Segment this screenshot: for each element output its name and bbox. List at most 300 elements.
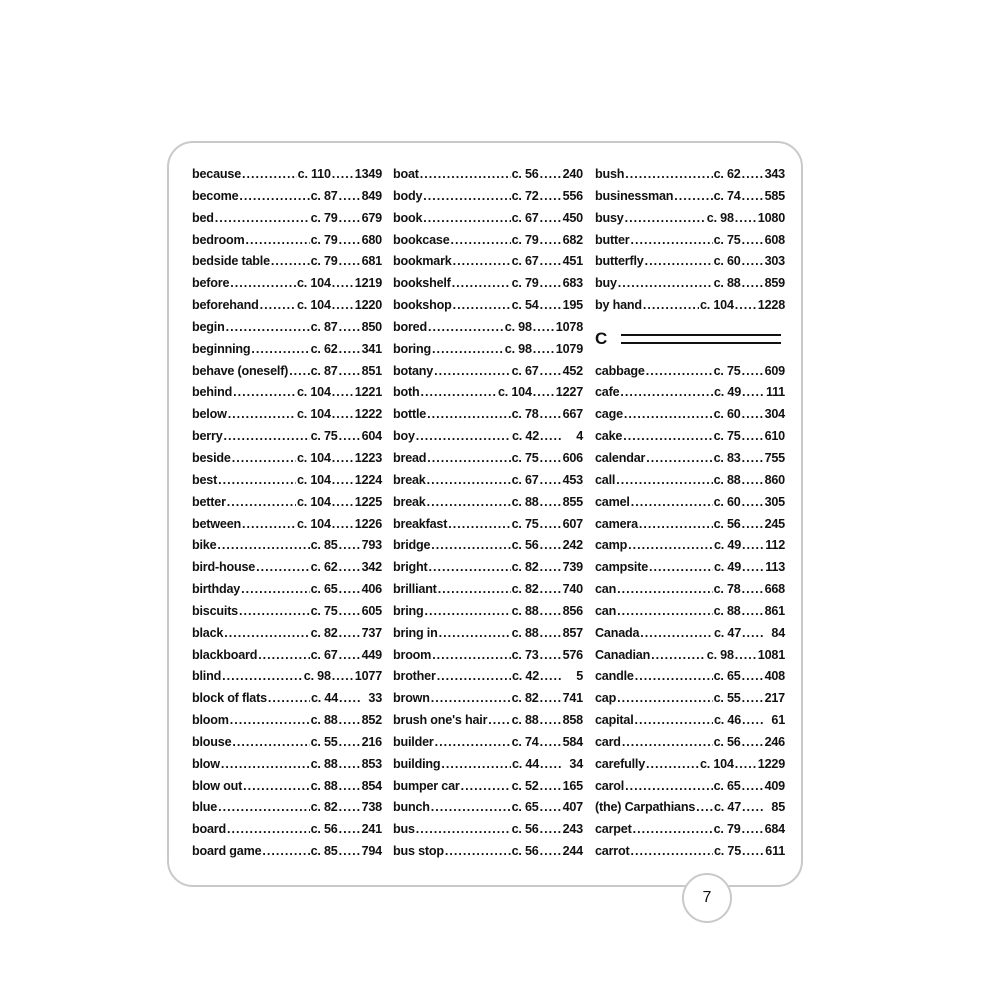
leader-dots — [437, 666, 511, 688]
leader-dots — [742, 492, 764, 514]
leader-dots — [631, 841, 713, 863]
leader-dots — [332, 404, 354, 426]
entry-word: bedroom — [192, 232, 245, 247]
entry-number: 112 — [765, 538, 785, 553]
leader-dots — [635, 666, 713, 688]
entry-word: become — [192, 188, 239, 203]
leader-dots — [239, 601, 310, 623]
index-entry — [393, 404, 583, 426]
leader-dots — [453, 295, 511, 317]
entry-unit: c. 62 — [310, 560, 338, 575]
leader-dots — [617, 579, 712, 601]
leader-dots — [540, 295, 562, 317]
leader-dots — [339, 688, 361, 710]
entry-number: 608 — [764, 232, 785, 247]
leader-dots — [332, 382, 354, 404]
entry-word: card — [595, 734, 621, 749]
leader-dots — [339, 732, 361, 754]
index-entry — [393, 339, 583, 361]
entry-unit: c. 87 — [310, 363, 338, 378]
entry-number: 1081 — [757, 647, 785, 662]
leader-dots — [432, 339, 504, 361]
leader-dots — [339, 339, 361, 361]
entry-word: carefully — [595, 756, 646, 771]
entry-word: (the) Carpathians — [595, 800, 696, 815]
entry-unit: c. 98 — [303, 669, 331, 684]
entry-number: 1228 — [757, 298, 785, 313]
leader-dots — [428, 317, 504, 339]
leader-dots — [226, 317, 310, 339]
entry-unit: c. 82 — [310, 800, 338, 815]
leader-dots — [625, 208, 706, 230]
index-entry — [192, 688, 382, 710]
entry-number: 859 — [764, 276, 785, 291]
index-entry — [192, 776, 382, 798]
entry-number: 409 — [764, 778, 785, 793]
leader-dots — [339, 317, 361, 339]
entry-unit: c. 83 — [713, 450, 741, 465]
entry-word: because — [192, 167, 242, 181]
entry-unit: c. 104 — [296, 472, 331, 487]
entry-unit: c. 104 — [296, 385, 331, 400]
leader-dots — [646, 361, 713, 383]
index-entry — [393, 382, 583, 404]
entry-word: blue — [192, 800, 218, 815]
entry-number: 1222 — [354, 407, 382, 422]
entry-word: building — [393, 756, 441, 771]
index-entry — [192, 448, 382, 470]
leader-dots — [423, 186, 510, 208]
leader-dots — [622, 732, 713, 754]
entry-number: 408 — [764, 669, 785, 684]
entry-word: carol — [595, 778, 625, 793]
entry-word: black — [192, 625, 224, 640]
entry-unit: c. 52 — [511, 778, 539, 793]
entry-word: beside — [192, 450, 231, 465]
entry-word: can — [595, 582, 617, 597]
entry-unit: c. 75 — [713, 429, 741, 444]
leader-dots — [260, 295, 296, 317]
entry-number: 245 — [764, 516, 785, 531]
leader-dots — [649, 557, 713, 579]
entry-number: 668 — [764, 582, 785, 597]
entry-word: beginning — [192, 341, 251, 356]
leader-dots — [742, 557, 764, 579]
entry-number: 856 — [562, 603, 583, 618]
index-entry — [595, 514, 785, 536]
entry-unit: c. 79 — [713, 822, 741, 837]
entry-unit: c. 104 — [296, 450, 331, 465]
leader-dots — [332, 164, 354, 186]
index-entry — [595, 535, 785, 557]
index-entry — [595, 361, 785, 383]
entry-word: between — [192, 516, 241, 531]
entry-number: 606 — [562, 450, 583, 465]
leader-dots — [533, 317, 555, 339]
leader-dots — [339, 251, 361, 273]
entry-number: 85 — [771, 800, 785, 815]
entry-word: better — [192, 494, 226, 509]
entry-word: bus stop — [393, 844, 444, 859]
entry-unit: c. 55 — [713, 691, 741, 706]
entry-number: 849 — [361, 188, 382, 203]
entry-unit: c. 56 — [310, 822, 338, 837]
entry-number: 609 — [764, 363, 785, 378]
entry-word: bookshop — [393, 298, 452, 313]
leader-dots — [242, 514, 296, 536]
entry-word: bridge — [393, 538, 431, 553]
entry-word: biscuits — [192, 603, 238, 618]
leader-dots — [339, 186, 361, 208]
leader-dots — [332, 470, 354, 492]
entry-unit: c. 78 — [713, 582, 741, 597]
index-entry — [595, 295, 785, 317]
leader-dots — [639, 514, 713, 536]
leader-dots — [339, 535, 361, 557]
entry-number: 241 — [361, 822, 382, 837]
entry-unit: c. 104 — [296, 494, 331, 509]
entry-word: capital — [595, 713, 634, 728]
entry-word: cake — [595, 429, 623, 444]
leader-dots — [339, 797, 361, 819]
index-entry — [192, 732, 382, 754]
entry-number: 667 — [562, 407, 583, 422]
index-entry — [393, 557, 583, 579]
entry-unit: c. 104 — [699, 756, 734, 771]
entry-unit: c. 46 — [713, 713, 741, 728]
index-entry — [393, 251, 583, 273]
entry-unit: c. 56 — [511, 538, 539, 553]
index-entry — [595, 623, 785, 645]
entry-unit: c. 79 — [511, 232, 539, 247]
entry-unit: c. 73 — [511, 647, 539, 662]
index-entry — [192, 317, 382, 339]
index-entry — [393, 666, 583, 688]
entry-unit: c. 56 — [511, 822, 539, 837]
entry-word: below — [192, 407, 227, 422]
leader-dots — [735, 754, 757, 776]
entry-number: 111 — [765, 385, 785, 400]
leader-dots — [427, 492, 511, 514]
leader-dots — [228, 404, 296, 426]
entry-word: board game — [192, 844, 262, 859]
leader-dots — [630, 230, 712, 252]
leader-dots — [332, 448, 354, 470]
leader-dots — [540, 426, 562, 448]
entry-unit: c. 74 — [713, 188, 741, 203]
entry-number: 240 — [562, 167, 583, 181]
entry-number: 1219 — [354, 276, 382, 291]
index-entry — [192, 754, 382, 776]
index-entry — [595, 273, 785, 295]
entry-unit: c. 47 — [713, 625, 741, 640]
entry-number: 243 — [562, 822, 583, 837]
leader-dots — [434, 361, 510, 383]
leader-dots — [424, 601, 510, 623]
leader-dots — [742, 230, 764, 252]
entry-word: buy — [595, 276, 617, 291]
leader-dots — [735, 295, 757, 317]
entry-number: 576 — [562, 647, 583, 662]
entry-number: 584 — [562, 734, 583, 749]
leader-dots — [742, 448, 764, 470]
entry-number: 5 — [576, 669, 583, 684]
index-entry — [192, 841, 382, 863]
entry-word: both — [393, 385, 420, 400]
leader-dots — [623, 426, 712, 448]
entry-word: blow out — [192, 778, 243, 793]
index-entry — [595, 841, 785, 863]
index-entry — [595, 251, 785, 273]
entry-number: 407 — [562, 800, 583, 815]
entry-number: 304 — [764, 407, 785, 422]
leader-dots — [540, 230, 562, 252]
entry-unit: c. 75 — [713, 363, 741, 378]
entry-unit: c. 79 — [310, 210, 338, 225]
entry-word: blow — [192, 756, 220, 771]
leader-dots — [289, 361, 309, 383]
entry-word: bike — [192, 538, 217, 553]
leader-dots — [432, 645, 510, 667]
leader-dots — [645, 251, 713, 273]
leader-dots — [533, 339, 555, 361]
index-entry — [192, 514, 382, 536]
entry-number: 853 — [361, 756, 382, 771]
entry-number: 605 — [361, 603, 382, 618]
index-entry — [393, 754, 583, 776]
leader-dots — [233, 382, 296, 404]
entry-unit: c. 88 — [511, 625, 539, 640]
entry-number: 855 — [562, 494, 583, 509]
leader-dots — [452, 273, 511, 295]
leader-dots — [540, 732, 562, 754]
entry-unit: c. 98 — [504, 319, 532, 334]
entry-number: 682 — [562, 232, 583, 247]
leader-dots — [617, 601, 712, 623]
leader-dots — [339, 645, 361, 667]
entry-unit: c. 88 — [310, 778, 338, 793]
index-c-section — [595, 361, 785, 863]
index-entry — [595, 404, 785, 426]
index-entry — [192, 164, 382, 186]
entry-number: 680 — [361, 232, 382, 247]
leader-dots — [453, 251, 511, 273]
leader-dots — [262, 841, 309, 863]
entry-unit: c. 88 — [310, 713, 338, 728]
entry-word: broom — [393, 647, 432, 662]
leader-dots — [618, 273, 713, 295]
leader-dots — [431, 535, 510, 557]
entry-word: can — [595, 603, 617, 618]
index-entry — [393, 273, 583, 295]
entry-number: 1223 — [354, 450, 382, 465]
entry-unit: c. 67 — [511, 210, 539, 225]
entry-unit: c. 75 — [310, 429, 338, 444]
index-entry — [393, 645, 583, 667]
entry-unit: c. 56 — [713, 516, 741, 531]
entry-word: camera — [595, 516, 638, 531]
entry-word: bus — [393, 822, 415, 837]
leader-dots — [742, 164, 764, 186]
entry-unit: c. 42 — [511, 669, 539, 684]
leader-dots — [631, 492, 713, 514]
entry-word: behave (oneself) — [192, 363, 289, 378]
index-entry — [192, 535, 382, 557]
leader-dots — [646, 754, 699, 776]
entry-word: brilliant — [393, 582, 437, 597]
entry-word: camel — [595, 494, 630, 509]
index-entry — [393, 732, 583, 754]
entry-word: bottle — [393, 407, 427, 422]
leader-dots — [339, 579, 361, 601]
entry-word: cap — [595, 691, 617, 706]
index-entry — [595, 208, 785, 230]
entry-unit: c. 87 — [310, 188, 338, 203]
entry-unit: c. 88 — [511, 603, 539, 618]
entry-number: 343 — [764, 167, 785, 181]
index-entry — [192, 557, 382, 579]
entry-unit: c. 67 — [511, 254, 539, 269]
entry-number: 242 — [562, 538, 583, 553]
entry-unit: c. 75 — [310, 603, 338, 618]
entry-word: bloom — [192, 713, 229, 728]
entry-word: bed — [192, 210, 214, 225]
leader-dots — [742, 426, 764, 448]
entry-number: 739 — [562, 560, 583, 575]
leader-dots — [620, 382, 713, 404]
index-entry — [393, 535, 583, 557]
entry-word: brush one's hair — [393, 713, 488, 728]
leader-dots — [540, 404, 562, 426]
leader-dots — [540, 251, 562, 273]
entry-unit: c. 104 — [296, 298, 331, 313]
leader-dots — [646, 448, 712, 470]
leader-dots — [488, 710, 510, 732]
leader-dots — [461, 776, 511, 798]
entry-unit: c. 88 — [713, 276, 741, 291]
leader-dots — [230, 710, 310, 732]
index-entry — [595, 426, 785, 448]
index-entry — [192, 339, 382, 361]
entry-word: boat — [393, 167, 419, 181]
leader-dots — [339, 208, 361, 230]
index-entry — [595, 645, 785, 667]
index-column-3 — [595, 164, 785, 863]
leader-dots — [332, 492, 354, 514]
leader-dots — [438, 579, 511, 601]
entry-word: butterfly — [595, 254, 644, 269]
leader-dots — [218, 470, 296, 492]
entry-word: bored — [393, 319, 427, 334]
leader-dots — [339, 426, 361, 448]
entry-number: 244 — [562, 844, 583, 859]
entry-unit: c. 72 — [511, 188, 539, 203]
leader-dots — [227, 819, 310, 841]
leader-dots — [540, 208, 562, 230]
index-entry — [595, 797, 785, 819]
leader-dots — [635, 710, 713, 732]
entry-unit: c. 75 — [713, 844, 741, 859]
entry-word: bring in — [393, 625, 438, 640]
entry-number: 861 — [764, 603, 785, 618]
leader-dots — [232, 448, 296, 470]
entry-unit: c. 88 — [713, 603, 741, 618]
entry-word: boring — [393, 341, 431, 356]
entry-word: blind — [192, 669, 222, 684]
entry-number: 217 — [764, 691, 785, 706]
index-entry — [393, 295, 583, 317]
entry-word: break — [393, 472, 426, 487]
leader-dots — [217, 535, 309, 557]
entry-number: 1227 — [555, 385, 583, 400]
leader-dots — [332, 295, 354, 317]
entry-number: 794 — [361, 844, 382, 859]
index-entry — [192, 492, 382, 514]
leader-dots — [431, 688, 511, 710]
leader-dots — [431, 797, 511, 819]
entry-number: 4 — [576, 429, 583, 444]
entry-number: 679 — [361, 210, 382, 225]
entry-unit: c. 104 — [296, 407, 331, 422]
entry-word: before — [192, 276, 230, 291]
entry-number: 452 — [562, 363, 583, 378]
leader-dots — [416, 426, 511, 448]
index-entry — [393, 186, 583, 208]
leader-dots — [674, 186, 712, 208]
entry-word: carpet — [595, 822, 632, 837]
index-entry — [595, 732, 785, 754]
entry-number: 681 — [361, 254, 382, 269]
leader-dots — [742, 273, 764, 295]
index-entry — [192, 797, 382, 819]
entry-unit: c. 88 — [511, 713, 539, 728]
entry-word: calendar — [595, 450, 646, 465]
leader-dots — [617, 688, 712, 710]
index-b-continued — [595, 164, 785, 317]
leader-dots — [742, 361, 764, 383]
entry-word: campsite — [595, 560, 648, 575]
leader-dots — [540, 186, 562, 208]
leader-dots — [540, 557, 562, 579]
entry-word: berry — [192, 429, 223, 444]
index-entry — [393, 579, 583, 601]
index-entry — [595, 186, 785, 208]
index-entry — [192, 645, 382, 667]
entry-unit: c. 78 — [511, 407, 539, 422]
leader-dots — [742, 601, 764, 623]
leader-dots — [218, 797, 309, 819]
index-column-2 — [393, 164, 583, 863]
leader-dots — [271, 251, 310, 273]
index-entry — [192, 208, 382, 230]
entry-number: 84 — [771, 625, 785, 640]
entry-word: bumper car — [393, 778, 460, 793]
leader-dots — [332, 514, 354, 536]
entry-word: behind — [192, 385, 233, 400]
entry-number: 1220 — [354, 298, 382, 313]
leader-dots — [540, 797, 562, 819]
index-entry — [192, 426, 382, 448]
entry-unit: c. 82 — [511, 560, 539, 575]
index-entry — [595, 710, 785, 732]
index-entry — [192, 623, 382, 645]
leader-dots — [540, 448, 562, 470]
leader-dots — [423, 208, 510, 230]
leader-dots — [742, 623, 764, 645]
entry-unit: c. 44 — [511, 756, 539, 771]
index-entry — [192, 404, 382, 426]
entry-unit: c. 85 — [310, 538, 338, 553]
